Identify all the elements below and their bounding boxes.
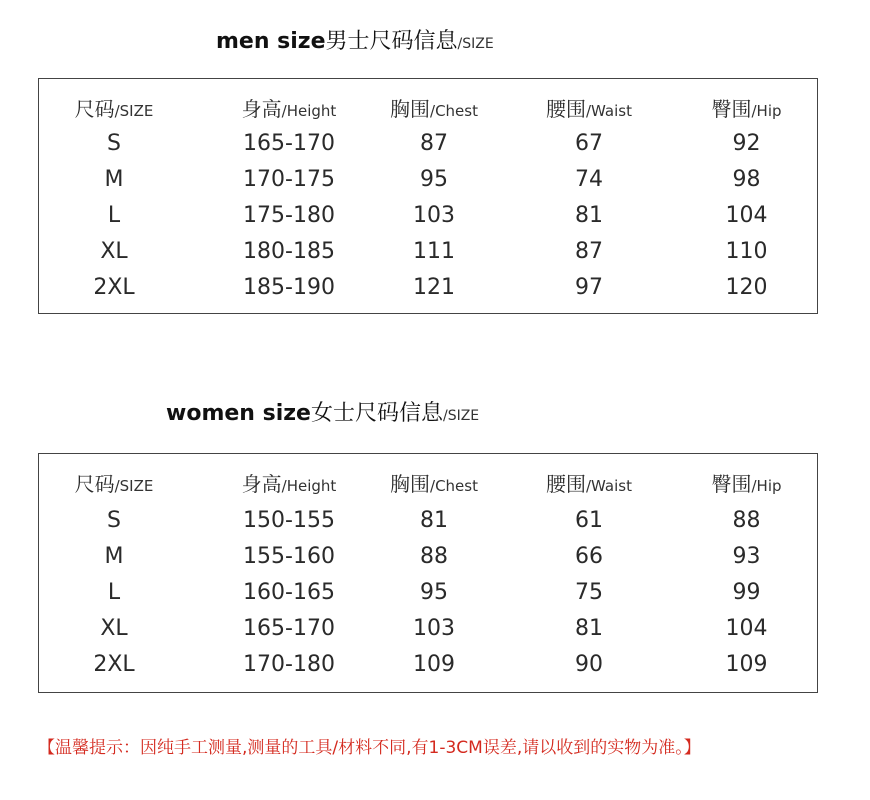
header-en: /Hip	[751, 477, 782, 495]
header-zh: 尺码	[74, 97, 115, 121]
table-cell: M	[104, 167, 124, 192]
header-zh: 胸围	[390, 472, 431, 496]
table-cell: 109	[413, 652, 455, 677]
header-zh: 尺码	[74, 472, 115, 496]
header-cell	[529, 466, 649, 502]
table-cell: 109	[725, 652, 768, 677]
header-en: /SIZE	[114, 102, 154, 120]
table-cell: 81	[575, 616, 603, 641]
table-row	[39, 162, 817, 198]
table-cell: 98	[732, 167, 761, 192]
header-zh: 胸围	[390, 97, 431, 121]
table-cell: L	[107, 580, 121, 605]
header-zh: 身高	[241, 472, 282, 496]
table-row	[39, 270, 817, 306]
table-row	[39, 539, 817, 575]
header-en: /Waist	[586, 477, 632, 495]
table-cell: 95	[420, 167, 448, 192]
header-en: /Chest	[430, 102, 478, 120]
table-cell: 170-180	[243, 652, 335, 677]
table-cell: 66	[575, 544, 603, 569]
table-cell: 103	[413, 616, 455, 641]
header-cell	[214, 91, 364, 127]
table-cell: 180-185	[243, 239, 335, 264]
table-cell: XL	[100, 239, 128, 264]
header-cell	[64, 466, 164, 502]
header-en: /Height	[281, 102, 337, 120]
header-en: /SIZE	[114, 477, 154, 495]
table-cell: 92	[732, 131, 761, 156]
table-row	[39, 647, 817, 683]
header-cell	[689, 466, 804, 502]
table-cell: 75	[575, 580, 603, 605]
table-cell: 121	[413, 275, 455, 300]
table-cell: 170-175	[243, 167, 335, 192]
men-title-zh: 男士尺码信息	[325, 29, 458, 54]
header-cell	[64, 91, 164, 127]
header-en: /Waist	[586, 102, 632, 120]
header-en: /Height	[281, 477, 337, 495]
table-cell: S	[107, 131, 121, 156]
men-size-table	[38, 78, 818, 314]
table-cell: 104	[725, 616, 768, 641]
table-cell: M	[104, 544, 124, 569]
men-title-en: men size	[216, 29, 326, 54]
men-title-suffix: /SIZE	[457, 36, 494, 52]
table-cell: 104	[725, 203, 768, 228]
table-cell: 90	[575, 652, 603, 677]
table-header-row	[39, 466, 817, 502]
table-cell: 81	[575, 203, 603, 228]
women-size-title	[166, 396, 479, 427]
table-cell: S	[107, 508, 121, 533]
header-cell	[214, 466, 364, 502]
table-cell: 111	[413, 239, 455, 264]
table-cell: 103	[413, 203, 455, 228]
header-cell	[374, 466, 494, 502]
table-cell: 67	[575, 131, 603, 156]
header-zh: 腰围	[546, 472, 586, 496]
table-cell: 99	[732, 580, 761, 605]
table-row	[39, 198, 817, 234]
header-cell	[529, 91, 649, 127]
women-title-zh: 女士尺码信息	[310, 401, 443, 426]
header-en: /Chest	[430, 477, 478, 495]
table-cell: XL	[100, 616, 128, 641]
table-row	[39, 611, 817, 647]
table-cell: 165-170	[243, 131, 335, 156]
table-row	[39, 503, 817, 539]
table-cell: 185-190	[243, 275, 335, 300]
table-cell: 2XL	[93, 652, 135, 677]
table-cell: L	[107, 203, 121, 228]
table-cell: 87	[575, 239, 603, 264]
table-cell: 110	[725, 239, 768, 264]
table-row	[39, 575, 817, 611]
table-cell: 95	[420, 580, 448, 605]
table-row	[39, 126, 817, 162]
women-size-table	[38, 453, 818, 693]
header-cell	[374, 91, 494, 127]
table-cell: 165-170	[243, 616, 335, 641]
men-size-title	[216, 24, 494, 55]
table-cell: 74	[575, 167, 603, 192]
header-en: /Hip	[751, 102, 782, 120]
table-cell: 88	[420, 544, 448, 569]
table-cell: 61	[575, 508, 603, 533]
header-cell	[689, 91, 804, 127]
header-zh: 腰围	[546, 97, 586, 121]
table-cell: 120	[725, 275, 768, 300]
measurement-note: 【温馨提示：因纯手工测量,测量的工具/材料不同,有1-3CM误差,请以收到的实物为准。】	[38, 738, 701, 758]
table-cell: 87	[420, 131, 448, 156]
table-cell: 97	[575, 275, 603, 300]
header-zh: 臀围	[711, 97, 752, 121]
table-header-row	[39, 91, 817, 127]
table-cell: 155-160	[243, 544, 335, 569]
table-cell: 88	[732, 508, 761, 533]
table-cell: 150-155	[243, 508, 335, 533]
header-zh: 身高	[241, 97, 282, 121]
women-title-suffix: /SIZE	[442, 408, 480, 424]
table-cell: 81	[420, 508, 448, 533]
table-row	[39, 234, 817, 270]
table-cell: 93	[732, 544, 761, 569]
table-cell: 175-180	[243, 203, 335, 228]
header-zh: 臀围	[711, 472, 752, 496]
women-title-en: women size	[166, 401, 311, 426]
table-cell: 160-165	[243, 580, 335, 605]
table-cell: 2XL	[93, 275, 135, 300]
